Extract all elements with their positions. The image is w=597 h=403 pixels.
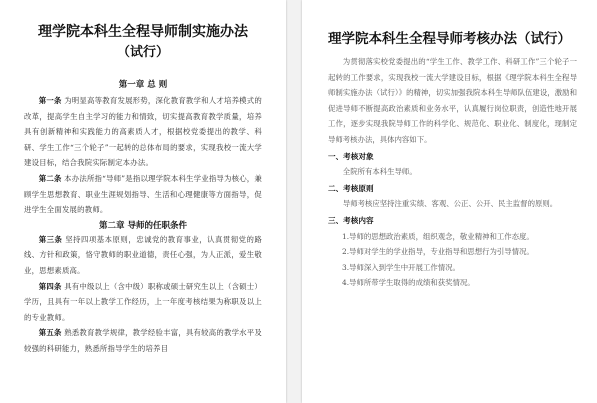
article-text: 本办法所指“导师”是指以理学院本科生学业指导为核心，兼顾学生思想教育、职业生涯规划指导、生活和心理健康等方面指导，促进学生全面发展的教师。 xyxy=(24,173,262,215)
chapter-heading: 第一章 总 则 xyxy=(118,80,168,90)
intro-paragraph: 为贯彻落实校党委提出的“学生工作、教学工作、科研工作”三个轮子一起转的工作要求，实现我校一流大学建设目标，根据《理学院本科生全程导师制实施办法（试行）》的精神，切实加强我院本科生导师队伍建设，激励和促进导师不断提高政治素质和业务水平，认真履行岗位职责，创造性地开展工作，逐步实现我院导师工作的科学化、规范化、职业化、制度化，现制定导师考核办法，具体内容如下。 xyxy=(328,57,577,144)
list-item: 2.导师对学生的学业指导，专业指导和思想行为引导情况。 xyxy=(342,247,534,257)
document-subtitle: （试行） xyxy=(116,45,169,60)
article-label: 第一条 xyxy=(38,96,62,105)
section-heading: 三、考核内容 xyxy=(328,215,374,225)
article-label: 第三条 xyxy=(38,234,63,244)
article-label: 第四条 xyxy=(38,281,62,291)
article-paragraph xyxy=(24,232,262,279)
article-text: 坚持四项基本原则，忠诚党的教育事业，认真贯彻党的路线、方针和政策，恪守教师的职业道德，责任心强，为人正派，爱生敬业，思想素质高。 xyxy=(24,234,262,275)
section-heading: 一、考核对象 xyxy=(328,151,374,161)
section-text: 全院所有本科生导师。 xyxy=(342,167,417,177)
article-paragraph xyxy=(24,279,262,326)
article-label: 第二条 xyxy=(38,173,62,183)
article-paragraph xyxy=(24,325,262,356)
list-item: 1.导师的思想政治素质，组织观念，敬业精神和工作态度。 xyxy=(342,231,534,241)
section-heading: 二、考核原则 xyxy=(328,183,374,193)
article-label: 第五条 xyxy=(38,328,62,338)
list-item: 4.导师所带学生取得的成绩和获奖情况。 xyxy=(342,278,475,288)
document-page-left xyxy=(0,0,286,403)
document-title: 理学院本科生全程导师考核办法（试行） xyxy=(328,31,571,47)
document-page-right xyxy=(302,0,597,403)
article-paragraph xyxy=(24,171,262,218)
section-text: 导师考核应坚持注重实绩、客观、公正、公开、民主监督的原则。 xyxy=(342,199,558,209)
article-text: 具有中级以上（含中级）职称或硕士研究生以上（含硕士）学历，且具有一年以上教学工作经历，上一年度考核结果为称职及以上的专业教师。 xyxy=(24,281,262,322)
chapter-heading: 第二章 导师的任职条件 xyxy=(99,220,187,231)
list-item: 3.导师深入到学生中开展工作情况。 xyxy=(342,262,460,272)
article-text: 为明显高等教育发展形势，深化教育教学和人才培养模式的改革，提高学生自主学习的能力和情致，切实提高教育教学质量，培养具有创新精神和实践能力的高素质人才，根据校党委提出的教学、科研、学生工作“三个轮子”一起转的总体布局的要求，实现我校一流大学建设目标，结合我院实际制定本办法。 xyxy=(24,96,262,168)
article-text: 熟悉教育教学规律，教学经验丰富，具有较高的教学水平及较强的科研能力，熟悉所指导学生的培养目 xyxy=(24,328,262,353)
document-title: 理学院本科生全程导师制实施办法 xyxy=(38,24,248,40)
article-paragraph xyxy=(24,93,262,171)
